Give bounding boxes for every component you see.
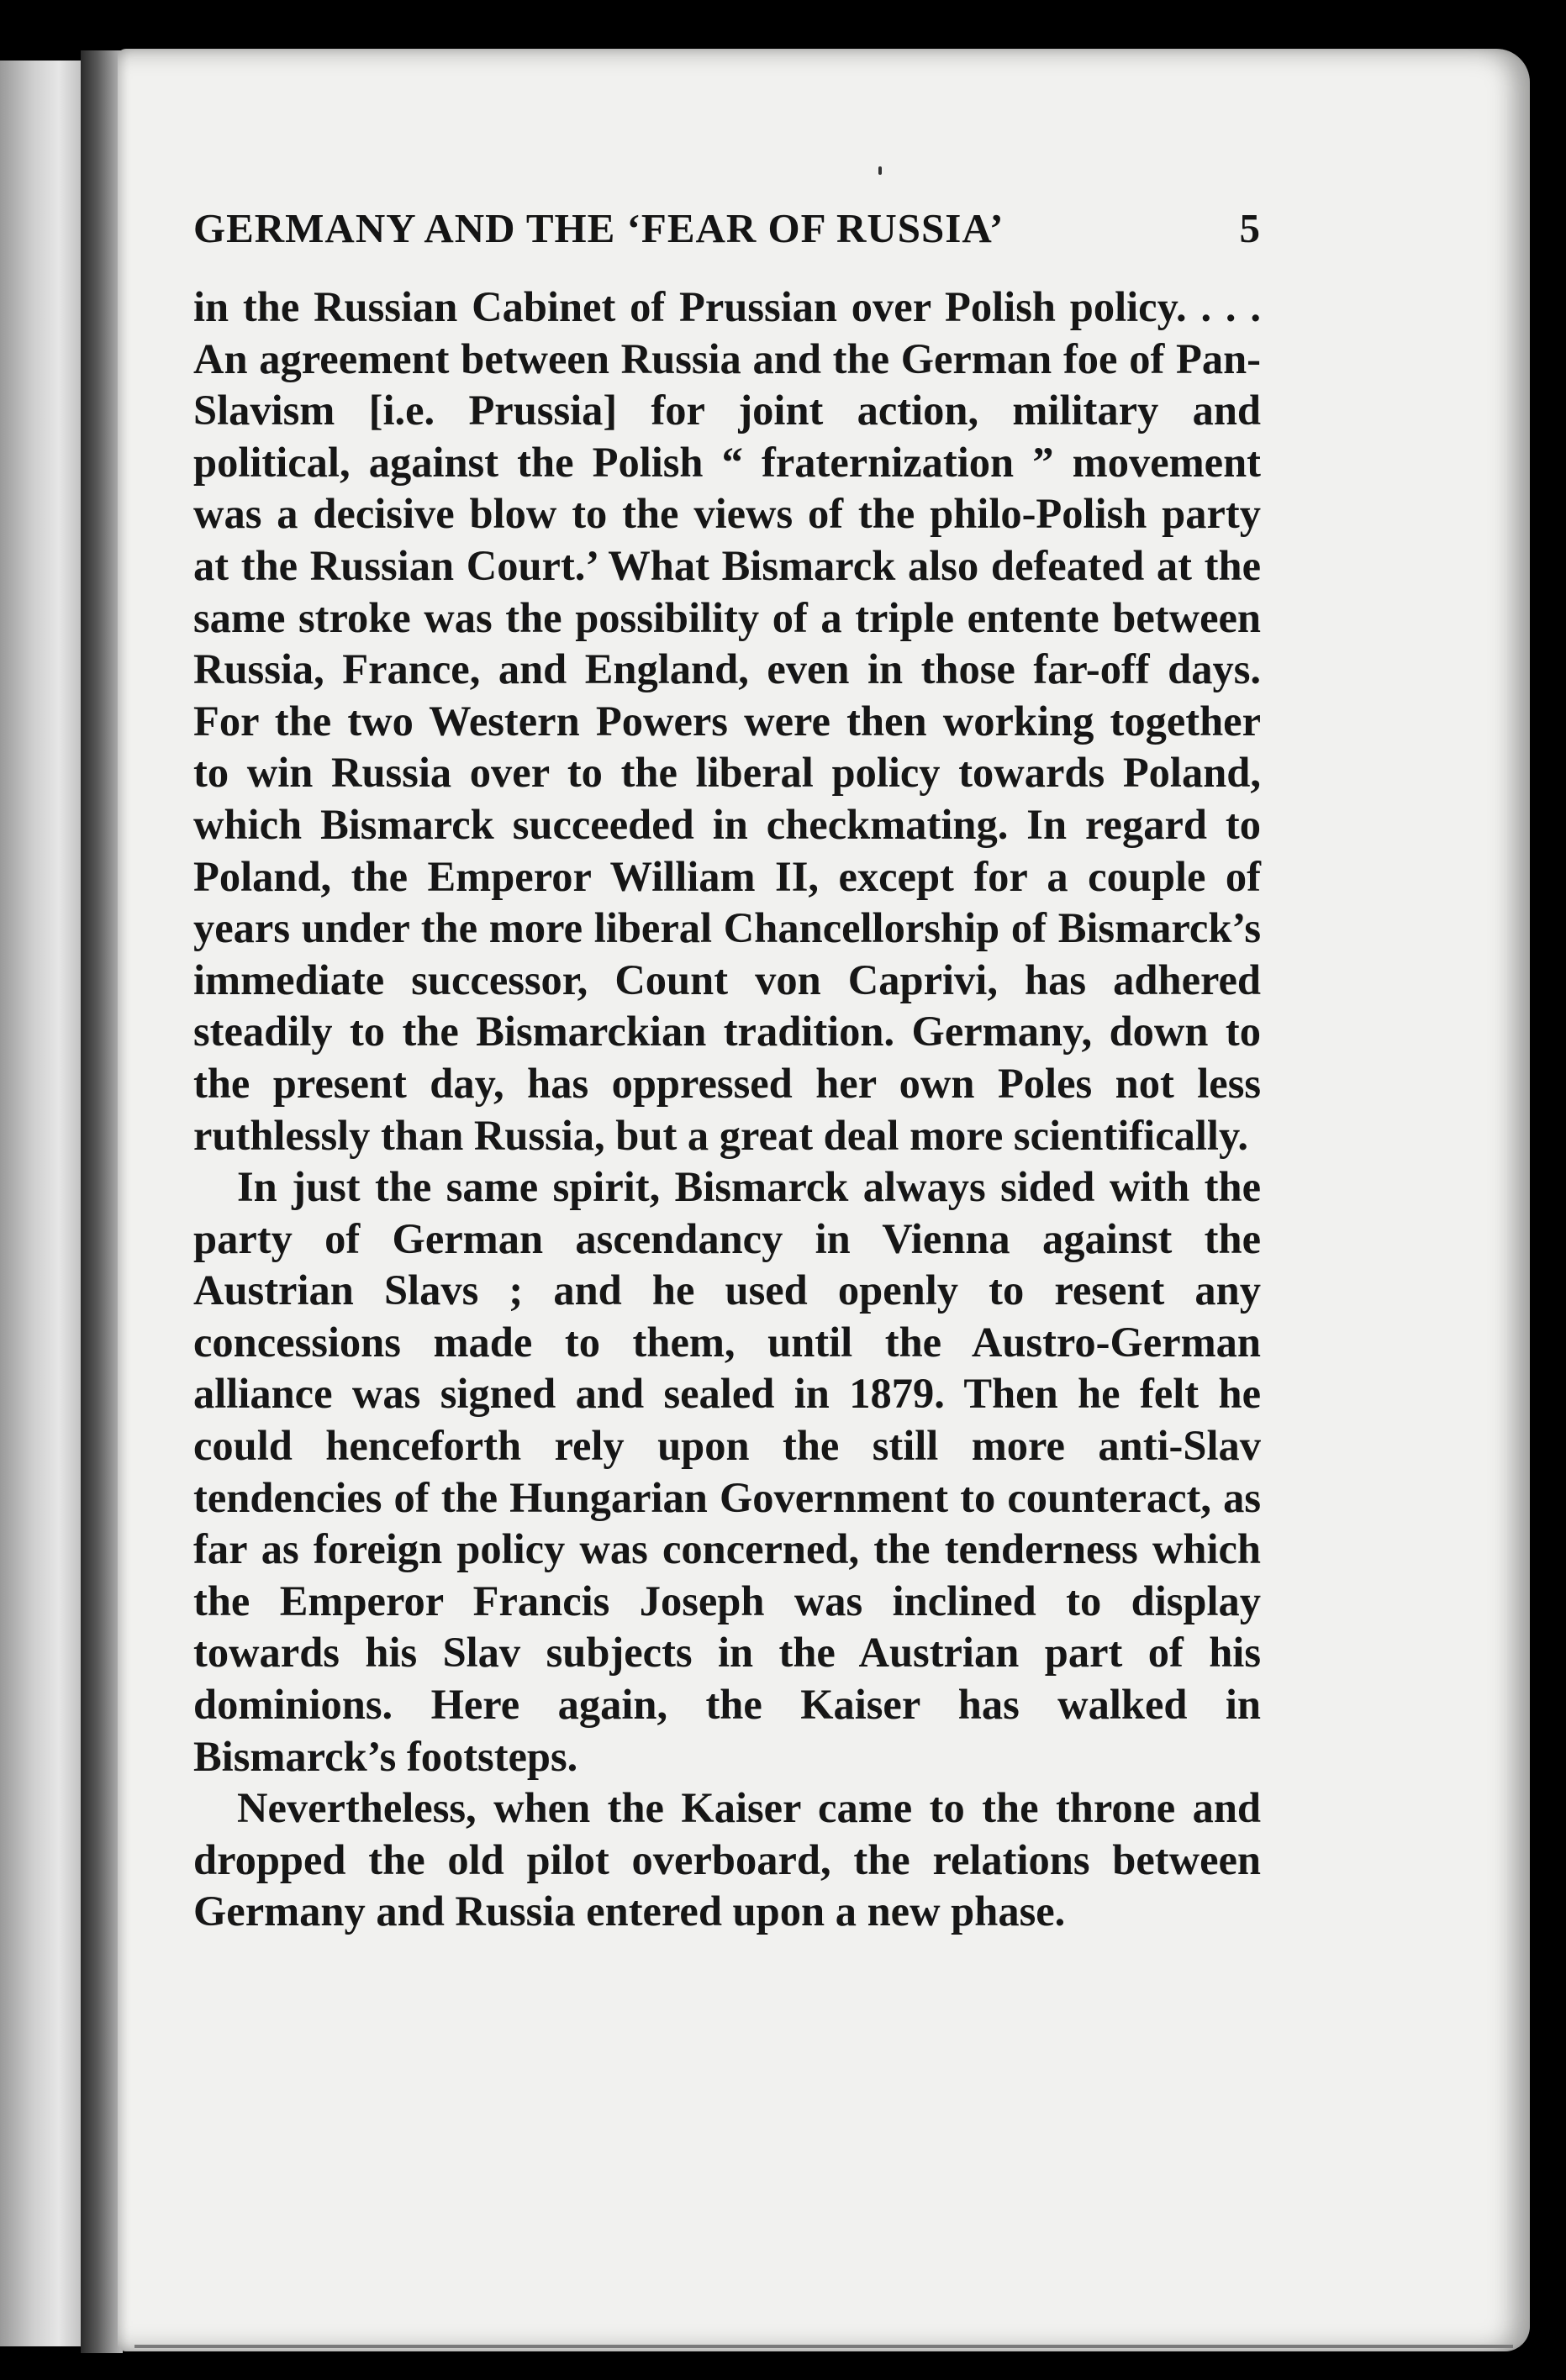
book-gutter bbox=[81, 50, 123, 2353]
print-mark bbox=[878, 166, 882, 175]
paragraph-3: Nevertheless, when the Kaiser came to the throne and dropped the old pilot overboard, the relations between Germany and Russia entered upon a new phase. bbox=[193, 1784, 1261, 1935]
page-number: 5 bbox=[1239, 205, 1261, 251]
page-content bbox=[193, 204, 1261, 1938]
paragraph-1: in the Russian Cabinet of Prussian over Polish policy. . . . An agreement between Russia and the German foe of Pan-Slavism [i.e. Prussia] for joint action, military and political, against the Polish “ fraternization ” movement was a decisive blow to the views of the philo-Polish party at the Russian Court.’ What Bismarck also defeated at the same stroke was the possibility of a triple entente between Russia, France, and England, even in those far-off days. For the two Western Powers were then working together to win Russia over to the liberal policy towards Poland, which Bismarck succeeded in checkmating. In regard to Poland, the Emperor William II, except for a couple of years under the more liberal Chancellorship of Bismarck’s immediate successor, Count von Caprivi, has adhered steadily to the Bismarckian tradition. Germany, down to the present day, has oppressed her own Poles not less ruthlessly than Russia, but a great deal more scientifically. bbox=[193, 283, 1261, 1159]
running-title: GERMANY AND THE ‘FEAR OF RUSSIA’ bbox=[193, 205, 1004, 251]
bottom-edge bbox=[134, 2345, 1513, 2348]
running-head bbox=[193, 204, 1261, 263]
paragraph-2: In just the same spirit, Bismarck always sided with the party of German ascendancy in Vienna against the Austrian Slavs ; and he used openly to resent any concessions made to them, until the Austro-German alliance was signed and sealed in 1879. Then he felt he could henceforth rely upon the still more anti-Slav tendencies of the Hungarian Government to counteract, as far as foreign policy was concerned, the tenderness which the Emperor Francis Joseph was inclined to display towards his Slav subjects in the Austrian part of his dominions. Here again, the Kaiser has walked in Bismarck’s footsteps. bbox=[193, 1163, 1261, 1780]
book-page bbox=[118, 49, 1530, 2351]
facing-page-edge bbox=[0, 61, 84, 2346]
